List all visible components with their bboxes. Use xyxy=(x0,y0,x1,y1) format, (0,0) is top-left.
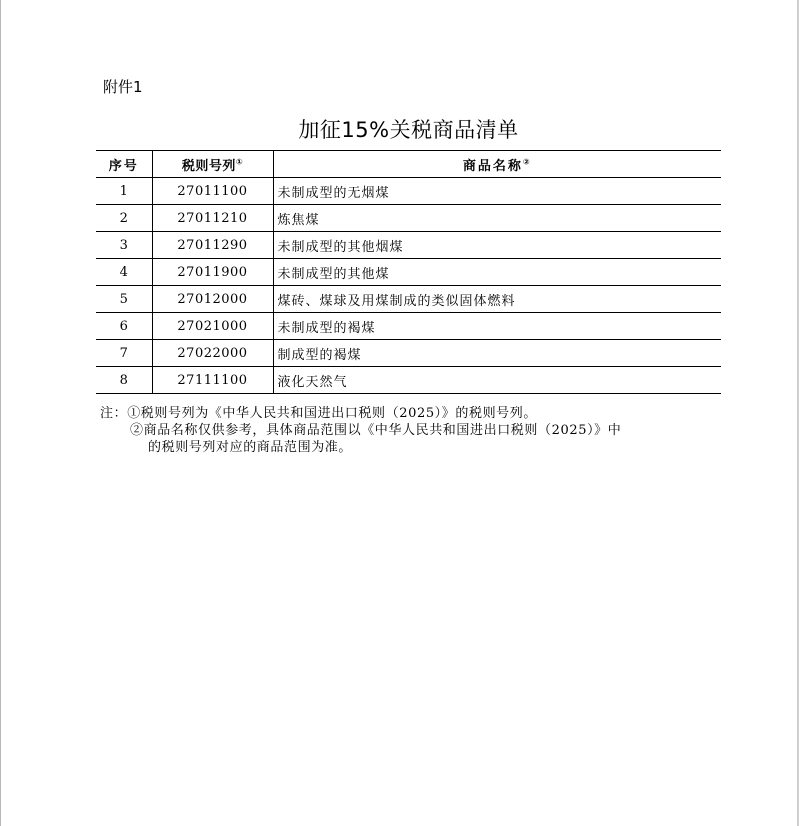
row-seq: 2 xyxy=(96,205,152,232)
table-row xyxy=(96,286,721,313)
footnote-2: ②商品名称仅供参考，具体商品范围以《中华人民共和国进出口税则（2025）》中 xyxy=(130,423,622,438)
row-tariff-code: 27111100 xyxy=(152,367,273,394)
goods-table xyxy=(96,150,721,394)
table-row xyxy=(96,367,721,394)
row-seq: 4 xyxy=(96,259,152,286)
row-seq: 1 xyxy=(96,178,152,205)
footnotes xyxy=(100,405,715,456)
table-row xyxy=(96,178,721,205)
row-seq: 8 xyxy=(96,367,152,394)
header-goods-name: 商品名称② xyxy=(273,151,721,178)
row-goods-name: 未制成型的其他烟煤 xyxy=(273,232,721,259)
row-seq: 5 xyxy=(96,286,152,313)
row-tariff-code: 27022000 xyxy=(152,340,273,367)
row-goods-name: 未制成型的其他煤 xyxy=(273,259,721,286)
row-goods-name: 未制成型的褐煤 xyxy=(273,313,721,340)
row-tariff-code: 27011900 xyxy=(152,259,273,286)
table-row xyxy=(96,205,721,232)
footnote-mark-1: ① xyxy=(235,157,244,167)
footnote-2-continued: 的税则号列对应的商品范围为准。 xyxy=(148,440,353,455)
footnote-mark-2: ② xyxy=(522,157,532,167)
header-tariff-code: 税则号列① xyxy=(152,151,273,178)
table-row xyxy=(96,313,721,340)
row-goods-name: 炼焦煤 xyxy=(273,205,721,232)
table-row xyxy=(96,340,721,367)
header-seq: 序号 xyxy=(96,151,152,178)
page-left-edge xyxy=(0,0,1,826)
table-row xyxy=(96,259,721,286)
document-title: 加征15%关税商品清单 xyxy=(298,118,519,142)
attachment-label: 附件1 xyxy=(103,78,143,96)
row-goods-name: 未制成型的无烟煤 xyxy=(273,178,721,205)
row-tariff-code: 27011290 xyxy=(152,232,273,259)
row-seq: 6 xyxy=(96,313,152,340)
table-row xyxy=(96,232,721,259)
row-tariff-code: 27021000 xyxy=(152,313,273,340)
row-tariff-code: 27011100 xyxy=(152,178,273,205)
row-seq: 3 xyxy=(96,232,152,259)
row-tariff-code: 27011210 xyxy=(152,205,273,232)
row-goods-name: 制成型的褐煤 xyxy=(273,340,721,367)
row-goods-name: 煤砖、煤球及用煤制成的类似固体燃料 xyxy=(273,286,721,313)
table-header-row xyxy=(96,151,721,178)
row-goods-name: 液化天然气 xyxy=(273,367,721,394)
row-seq: 7 xyxy=(96,340,152,367)
row-tariff-code: 27012000 xyxy=(152,286,273,313)
footnote-1: 注：①税则号列为《中华人民共和国进出口税则（2025）》的税则号列。 xyxy=(100,406,537,421)
